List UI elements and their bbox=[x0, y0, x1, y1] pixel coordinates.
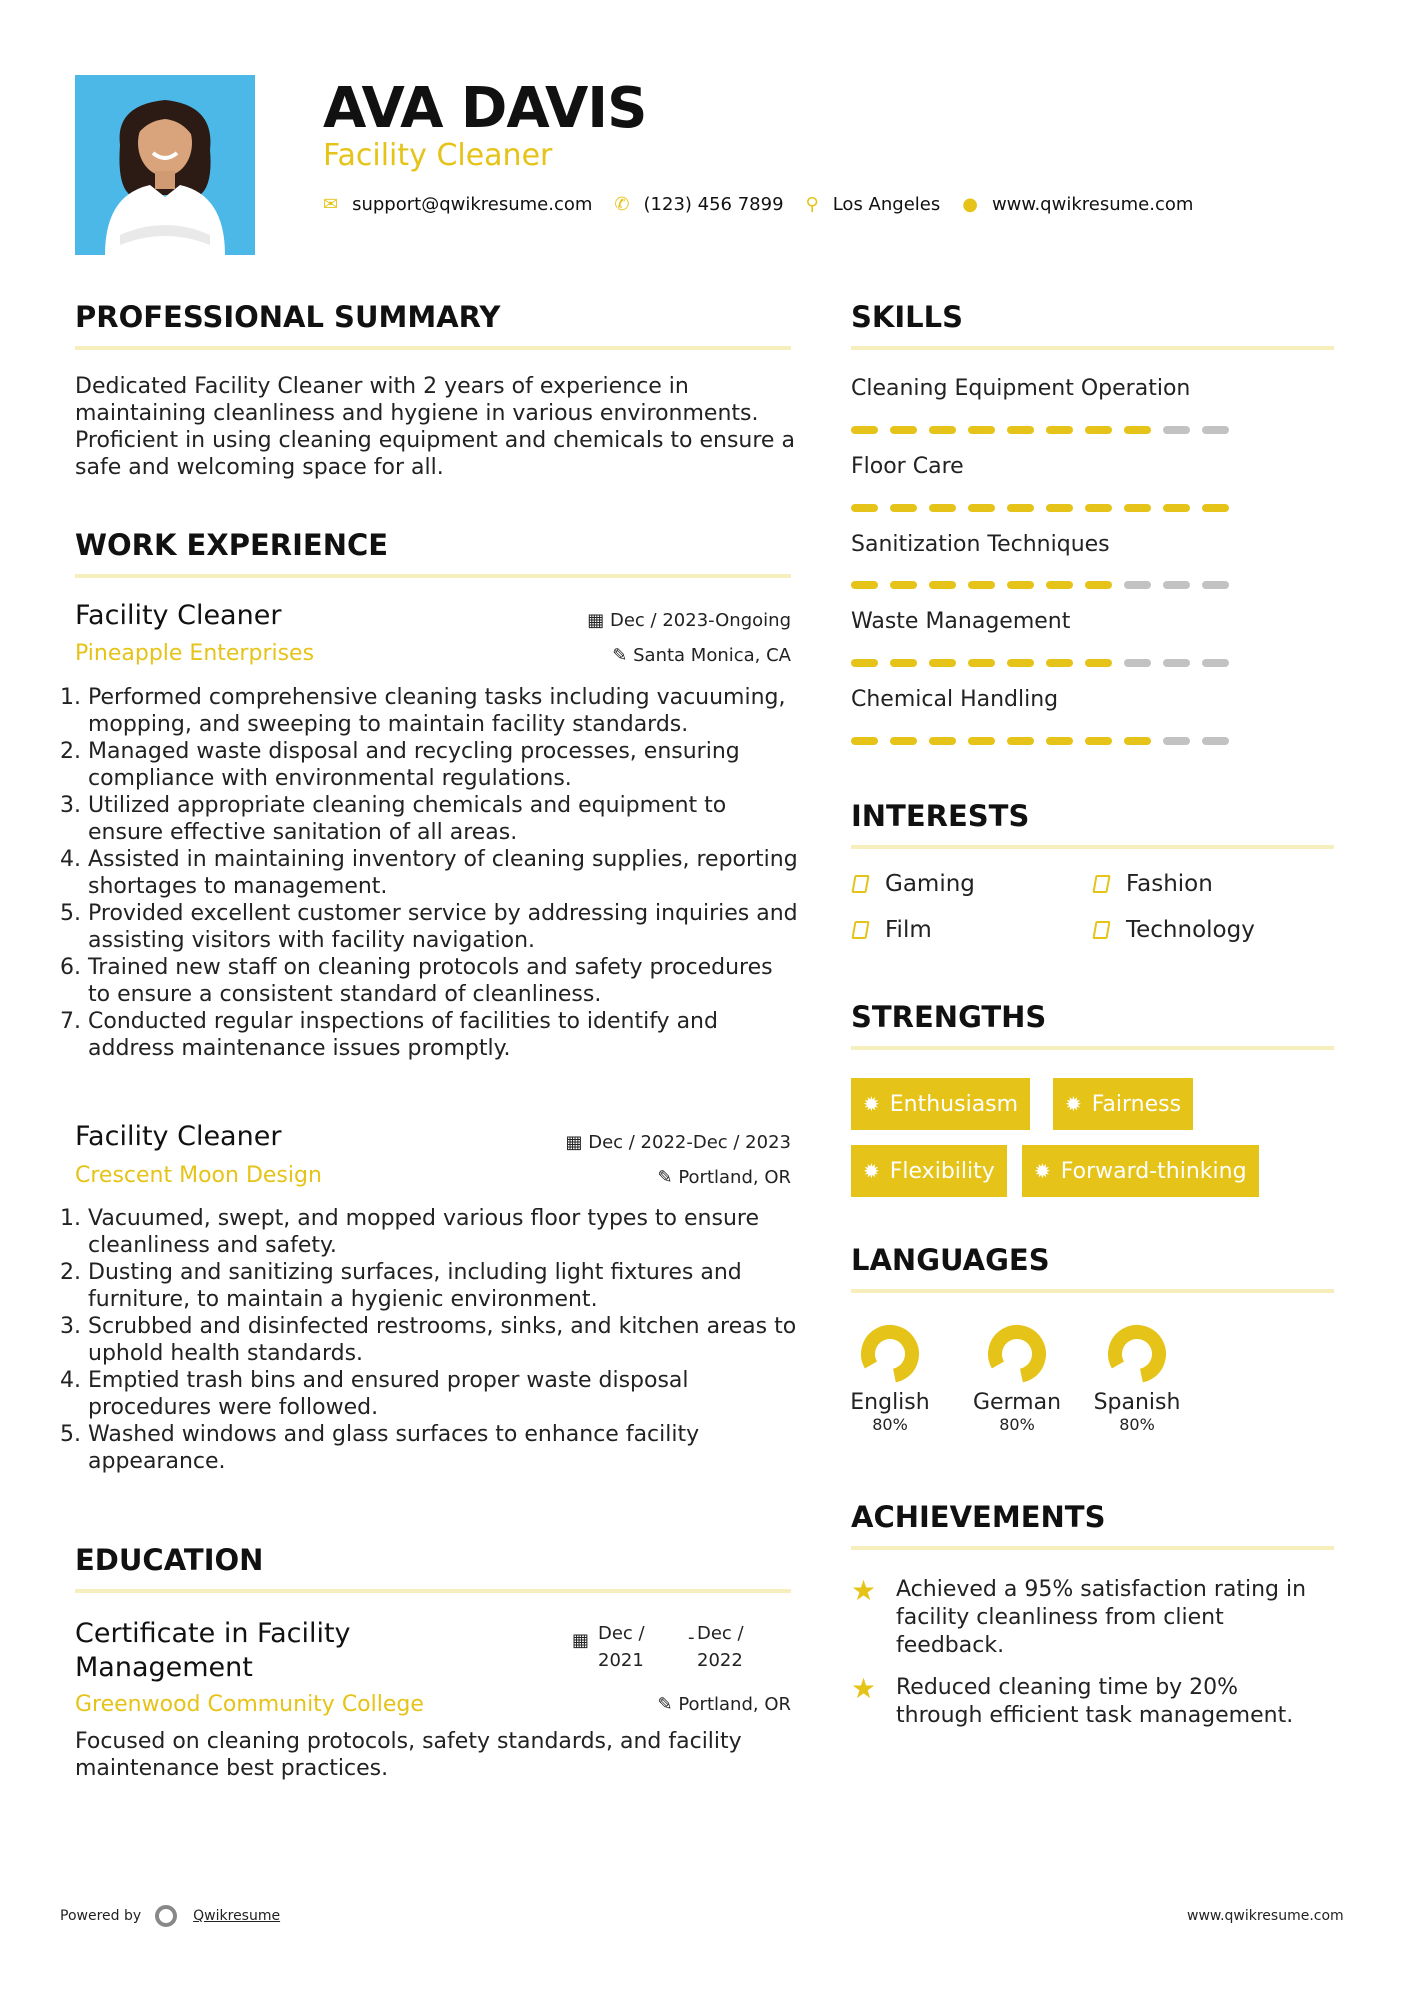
achievement-item: ★ Achieved a 95% satisfaction rating in facility cleanliness from client feedback. bbox=[851, 1574, 1307, 1658]
skill-rating bbox=[851, 581, 1229, 589]
skill-name: Floor Care bbox=[851, 454, 964, 479]
skill-rating bbox=[851, 426, 1229, 434]
skill-bar-segment bbox=[968, 426, 995, 434]
skill-bar-segment bbox=[1163, 581, 1190, 589]
experience-rule bbox=[75, 574, 791, 578]
skill-bar-segment bbox=[1085, 426, 1112, 434]
list-item: 7. Conducted regular inspections of facilities to identify and address maintenance issues promptly. bbox=[88, 1008, 800, 1062]
skill-bar-segment bbox=[1046, 426, 1073, 434]
skill-bar-segment bbox=[851, 504, 878, 512]
map-pin-icon: ⚲ bbox=[805, 194, 819, 215]
language-name: English bbox=[850, 1390, 930, 1415]
degree-title: Certificate in Facility Management bbox=[75, 1618, 351, 1683]
skill-bar-segment bbox=[1163, 659, 1190, 667]
interest-item: Film bbox=[853, 917, 932, 943]
skill-bar-segment bbox=[1085, 737, 1112, 745]
gear-icon: ✹ bbox=[1065, 1092, 1082, 1116]
language-ring bbox=[985, 1322, 1049, 1386]
education-start: Dec / 2021 bbox=[598, 1623, 645, 1671]
language-item bbox=[850, 1322, 930, 1434]
candidate-role: Facility Cleaner bbox=[323, 138, 553, 173]
skill-bar-segment bbox=[1085, 581, 1112, 589]
summary-title: PROFESSIONAL SUMMARY bbox=[75, 300, 501, 334]
contact-email[interactable]: support@qwikresume.com bbox=[352, 194, 593, 215]
skill-bar-segment bbox=[851, 426, 878, 434]
job-bullets bbox=[70, 684, 800, 1062]
list-item: 3. Utilized appropriate cleaning chemicals and equipment to ensure effective sanitation of all areas. bbox=[88, 792, 800, 846]
list-item: 4. Emptied trash bins and ensured proper waste disposal procedures were followed. bbox=[88, 1367, 800, 1421]
skill-bar-segment bbox=[968, 659, 995, 667]
pushpin-icon: ✎ bbox=[657, 1167, 679, 1188]
phone-icon: ✆ bbox=[614, 194, 630, 215]
skill-bar-segment bbox=[968, 737, 995, 745]
skill-bar-segment bbox=[1202, 504, 1229, 512]
language-percent: 80% bbox=[872, 1415, 908, 1434]
language-name: Spanish bbox=[1093, 1390, 1181, 1415]
pushpin-icon: ✎ bbox=[657, 1694, 679, 1715]
job-company: Crescent Moon Design bbox=[75, 1163, 322, 1188]
language-item bbox=[967, 1322, 1067, 1434]
languages-rule bbox=[851, 1289, 1334, 1293]
education-end: Dec / 2022 bbox=[697, 1623, 744, 1671]
skill-bar-segment bbox=[1124, 659, 1151, 667]
strengths-rule bbox=[851, 1046, 1334, 1050]
school-name: Greenwood Community College bbox=[75, 1692, 424, 1717]
list-item: 5. Washed windows and glass surfaces to enhance facility appearance. bbox=[88, 1421, 800, 1475]
list-item: 1. Performed comprehensive cleaning tasks including vacuuming, mopping, and sweeping to maintain facility standards. bbox=[88, 684, 800, 738]
strength-chip: ✹ Forward-thinking bbox=[1022, 1145, 1259, 1197]
list-item: 3. Scrubbed and disinfected restrooms, sinks, and kitchen areas to uphold health standards. bbox=[88, 1313, 800, 1367]
language-ring bbox=[1105, 1322, 1169, 1386]
list-item: 2. Dusting and sanitizing surfaces, including light fixtures and furniture, to maintain a hygienic environment. bbox=[88, 1259, 800, 1313]
skill-bar-segment bbox=[1007, 581, 1034, 589]
achievements-rule bbox=[851, 1546, 1334, 1550]
gear-icon: ✹ bbox=[863, 1092, 880, 1116]
job-location: ✎ Portland, OR bbox=[657, 1167, 791, 1188]
qwikresume-logo-icon bbox=[155, 1905, 177, 1927]
envelope-icon: ✉ bbox=[323, 194, 339, 215]
education-rule bbox=[75, 1589, 791, 1593]
strength-chip: ✹ Flexibility bbox=[851, 1145, 1007, 1197]
skill-bar-segment bbox=[1085, 504, 1112, 512]
skill-name: Sanitization Techniques bbox=[851, 532, 1110, 557]
skill-bar-segment bbox=[1085, 659, 1112, 667]
skill-bar-segment bbox=[890, 659, 917, 667]
skill-bar-segment bbox=[851, 659, 878, 667]
job-bullet-list bbox=[70, 1205, 800, 1475]
list-item: 5. Provided excellent customer service by addressing inquiries and assisting visitors with facility navigation. bbox=[88, 900, 800, 954]
book-icon bbox=[1092, 921, 1110, 939]
skill-bar-segment bbox=[890, 737, 917, 745]
skill-bar-segment bbox=[1046, 504, 1073, 512]
skill-bar-segment bbox=[1007, 426, 1034, 434]
globe-icon: ● bbox=[962, 194, 978, 215]
achievement-item: ★ Reduced cleaning time by 20% through efficient task management. bbox=[851, 1672, 1294, 1728]
skill-bar-segment bbox=[851, 737, 878, 745]
skill-bar-segment bbox=[1124, 737, 1151, 745]
experience-title: WORK EXPERIENCE bbox=[75, 528, 389, 562]
skill-bar-segment bbox=[929, 737, 956, 745]
skill-bar-segment bbox=[1124, 504, 1151, 512]
list-item: 6. Trained new staff on cleaning protocols and safety procedures to ensure a consistent standard of cleanliness. bbox=[88, 954, 800, 1008]
star-icon: ★ bbox=[851, 1574, 877, 1607]
summary-rule bbox=[75, 346, 791, 350]
language-ring bbox=[858, 1322, 922, 1386]
job-bullet-list bbox=[70, 684, 800, 1062]
gear-icon: ✹ bbox=[863, 1159, 880, 1183]
skill-bar-segment bbox=[890, 426, 917, 434]
language-item bbox=[1087, 1322, 1187, 1434]
strength-chip: ✹ Fairness bbox=[1053, 1078, 1193, 1130]
strength-chip: ✹ Enthusiasm bbox=[851, 1078, 1030, 1130]
skill-bar-segment bbox=[929, 504, 956, 512]
book-icon bbox=[1092, 875, 1110, 893]
book-icon bbox=[851, 921, 869, 939]
job-bullets bbox=[70, 1205, 800, 1475]
skill-name: Waste Management bbox=[851, 609, 1071, 634]
education-location: ✎ Portland, OR bbox=[657, 1694, 791, 1715]
skill-bar-segment bbox=[1124, 426, 1151, 434]
strengths-title: STRENGTHS bbox=[851, 1000, 1047, 1034]
date-dash: - bbox=[688, 1627, 695, 1648]
skill-name: Chemical Handling bbox=[851, 687, 1059, 712]
skill-rating bbox=[851, 659, 1229, 667]
list-item: 1. Vacuumed, swept, and mopped various floor types to ensure cleanliness and safety. bbox=[88, 1205, 800, 1259]
profile-photo bbox=[75, 75, 255, 255]
skill-bar-segment bbox=[1163, 504, 1190, 512]
skill-name: Cleaning Equipment Operation bbox=[851, 376, 1191, 401]
pushpin-icon: ✎ bbox=[612, 645, 634, 666]
job-date: ▦ Dec / 2023-Ongoing bbox=[587, 610, 791, 631]
skill-bar-segment bbox=[1007, 737, 1034, 745]
languages-title: LANGUAGES bbox=[851, 1243, 1050, 1277]
skill-bar-segment bbox=[1046, 659, 1073, 667]
skill-bar-segment bbox=[929, 426, 956, 434]
job-title: Facility Cleaner bbox=[75, 600, 282, 631]
skill-bar-segment bbox=[1202, 581, 1229, 589]
skill-bar-segment bbox=[851, 581, 878, 589]
footer-site[interactable]: www.qwikresume.com bbox=[1187, 1908, 1344, 1924]
skill-bar-segment bbox=[1202, 426, 1229, 434]
skill-bar-segment bbox=[929, 659, 956, 667]
skill-bar-segment bbox=[1202, 659, 1229, 667]
book-icon bbox=[851, 875, 869, 893]
calendar-icon: ▦ bbox=[587, 610, 610, 631]
interest-item: Technology bbox=[1094, 917, 1255, 943]
brand-link[interactable]: Qwikresume bbox=[193, 1908, 281, 1924]
achievements-title: ACHIEVEMENTS bbox=[851, 1500, 1106, 1534]
skill-bar-segment bbox=[1046, 581, 1073, 589]
job-location: ✎ Santa Monica, CA bbox=[612, 645, 791, 666]
skills-rule bbox=[851, 346, 1334, 350]
footer-powered: Powered by Qwikresume bbox=[60, 1905, 280, 1927]
contact-location: Los Angeles bbox=[832, 194, 941, 215]
calendar-icon: ▦ bbox=[572, 1630, 590, 1651]
skills-title: SKILLS bbox=[851, 300, 963, 334]
skill-bar-segment bbox=[1202, 737, 1229, 745]
contact-phone[interactable]: (123) 456 7899 bbox=[643, 194, 784, 215]
interest-item: Gaming bbox=[853, 871, 975, 897]
language-name: German bbox=[972, 1390, 1062, 1415]
job-company: Pineapple Enterprises bbox=[75, 641, 315, 666]
language-percent: 80% bbox=[1119, 1415, 1155, 1434]
job-title: Facility Cleaner bbox=[75, 1121, 282, 1152]
skill-bar-segment bbox=[1163, 737, 1190, 745]
language-percent: 80% bbox=[999, 1415, 1035, 1434]
star-icon: ★ bbox=[851, 1672, 877, 1705]
skill-bar-segment bbox=[1007, 659, 1034, 667]
skill-bar-segment bbox=[890, 581, 917, 589]
education-title: EDUCATION bbox=[75, 1543, 264, 1577]
calendar-icon: ▦ bbox=[565, 1132, 589, 1153]
candidate-name: AVA DAVIS bbox=[323, 76, 647, 141]
interest-item: Fashion bbox=[1094, 871, 1213, 897]
summary-text: Dedicated Facility Cleaner with 2 years of experience in maintaining cleanliness and hygiene in various environments. Proficient in using cleaning equipment and chemicals to ensure a safe and welcoming space for all. bbox=[75, 374, 795, 480]
contact-website[interactable]: www.qwikresume.com bbox=[991, 194, 1194, 215]
list-item: 2. Managed waste disposal and recycling processes, ensuring compliance with environmental regulations. bbox=[88, 738, 800, 792]
contact-bar bbox=[323, 194, 1215, 215]
skill-bar-segment bbox=[968, 581, 995, 589]
gear-icon: ✹ bbox=[1034, 1159, 1051, 1183]
skill-bar-segment bbox=[968, 504, 995, 512]
skill-bar-segment bbox=[929, 581, 956, 589]
skill-rating bbox=[851, 737, 1229, 745]
skill-bar-segment bbox=[1007, 504, 1034, 512]
skill-bar-segment bbox=[1163, 426, 1190, 434]
skill-bar-segment bbox=[890, 504, 917, 512]
skill-bar-segment bbox=[1124, 581, 1151, 589]
skill-bar-segment bbox=[1046, 737, 1073, 745]
education-text: Focused on cleaning protocols, safety standards, and facility maintenance best practices. bbox=[75, 1729, 742, 1781]
skill-rating bbox=[851, 504, 1229, 512]
list-item: 4. Assisted in maintaining inventory of cleaning supplies, reporting shortages to management. bbox=[88, 846, 800, 900]
interests-title: INTERESTS bbox=[851, 799, 1030, 833]
job-date: ▦ Dec / 2022-Dec / 2023 bbox=[565, 1132, 791, 1153]
interests-rule bbox=[851, 845, 1334, 849]
